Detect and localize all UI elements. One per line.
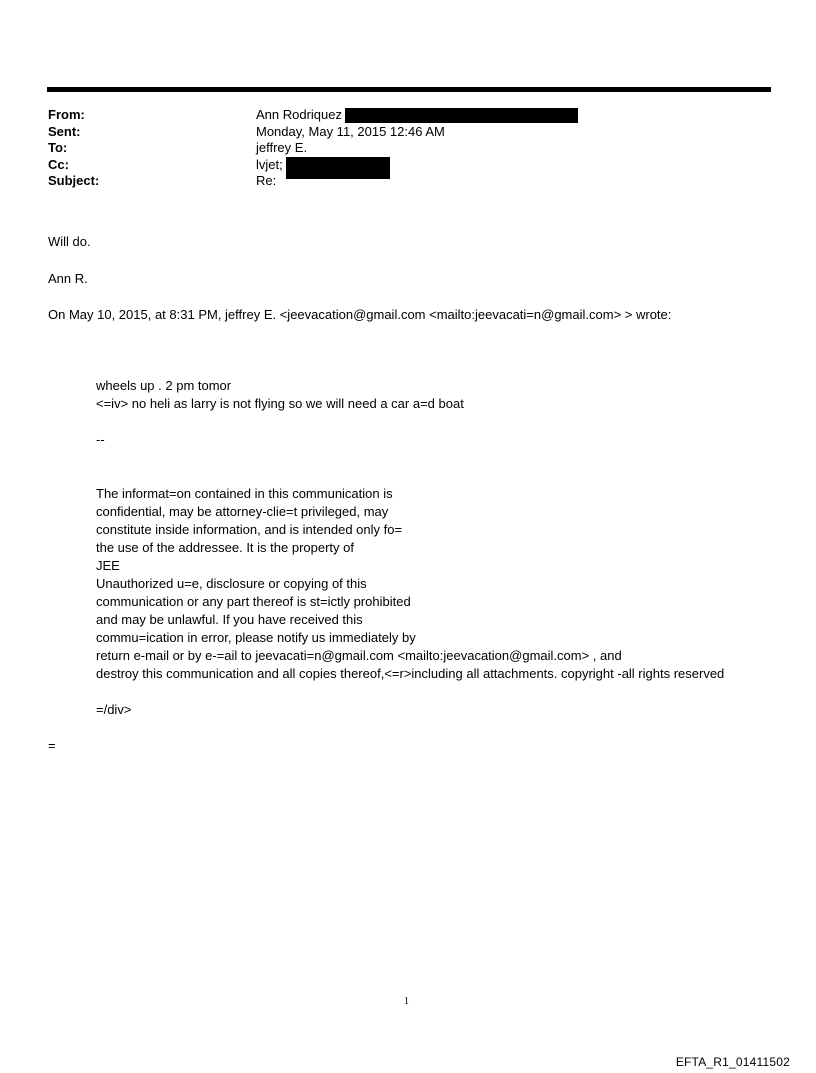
reply-line: Will do. [48, 234, 91, 249]
disclaimer-block [96, 485, 724, 683]
trailing-equals: = [48, 738, 56, 753]
quoted-separator: -- [96, 432, 105, 447]
disclaimer-line: The informat=on contained in this communication is [96, 486, 393, 501]
reply-signature: Ann R. [48, 271, 88, 286]
from-value [256, 107, 578, 124]
page-number: 1 [404, 996, 409, 1007]
from-row [48, 107, 578, 124]
subject-label: Subject: [48, 173, 100, 188]
to-label: To: [48, 140, 68, 155]
quoted-line: wheels up . 2 pm tomor [96, 378, 232, 393]
disclaimer-line: JEE [96, 558, 120, 573]
disclaimer-line: destroy this communication and all copies thereof,<=r>including all attachments. copyright -all rights reserved [96, 666, 725, 681]
header-rule [47, 87, 771, 92]
to-row [48, 140, 578, 157]
sent-row [48, 124, 578, 141]
subject-value: Re: [256, 173, 277, 188]
disclaimer-line: the use of the addressee. It is the property of [96, 540, 354, 555]
disclaimer-line: communication or any part thereof is st=ictly prohibited [96, 594, 411, 609]
email-header [48, 107, 578, 190]
to-value: jeffrey E. [256, 140, 308, 155]
cc-row [48, 157, 578, 174]
disclaimer-line: confidential, may be attorney-clie=t privileged, may [96, 504, 389, 519]
disclaimer-line: constitute inside information, and is intended only fo= [96, 522, 403, 537]
cc-label: Cc: [48, 156, 69, 172]
from-name: Ann Rodriquez [256, 107, 342, 122]
sent-value: Monday, May 11, 2015 12:46 AM [256, 123, 445, 139]
cc-name: lvjet; [256, 156, 283, 172]
sent-label: Sent: [48, 123, 81, 139]
from-label: From: [48, 107, 85, 122]
quote-intro: On May 10, 2015, at 8:31 PM, jeffrey E. <jeevacation@gmail.com <mailto:jeevacati=n@gmail.com> > wrote: [48, 307, 672, 322]
redaction-box [345, 108, 578, 123]
disclaimer-line: Unauthorized u=e, disclosure or copying of this [96, 576, 367, 591]
cc-value [256, 157, 390, 174]
closing-div-text: =/div> [96, 702, 132, 717]
disclaimer-line: return e-mail or by e-=ail to jeevacati=n@gmail.com <mailto:jeevacation@gmail.com> , and [96, 648, 622, 663]
quoted-line: <=iv> no heli as larry is not flying so we will need a car a=d boat [96, 396, 464, 411]
disclaimer-line: commu=ication in error, please notify us immediately by [96, 630, 416, 645]
disclaimer-line: and may be unlawful. If you have received this [96, 612, 363, 627]
document-id: EFTA_R1_01411502 [675, 1055, 790, 1069]
redaction-box [286, 157, 390, 179]
